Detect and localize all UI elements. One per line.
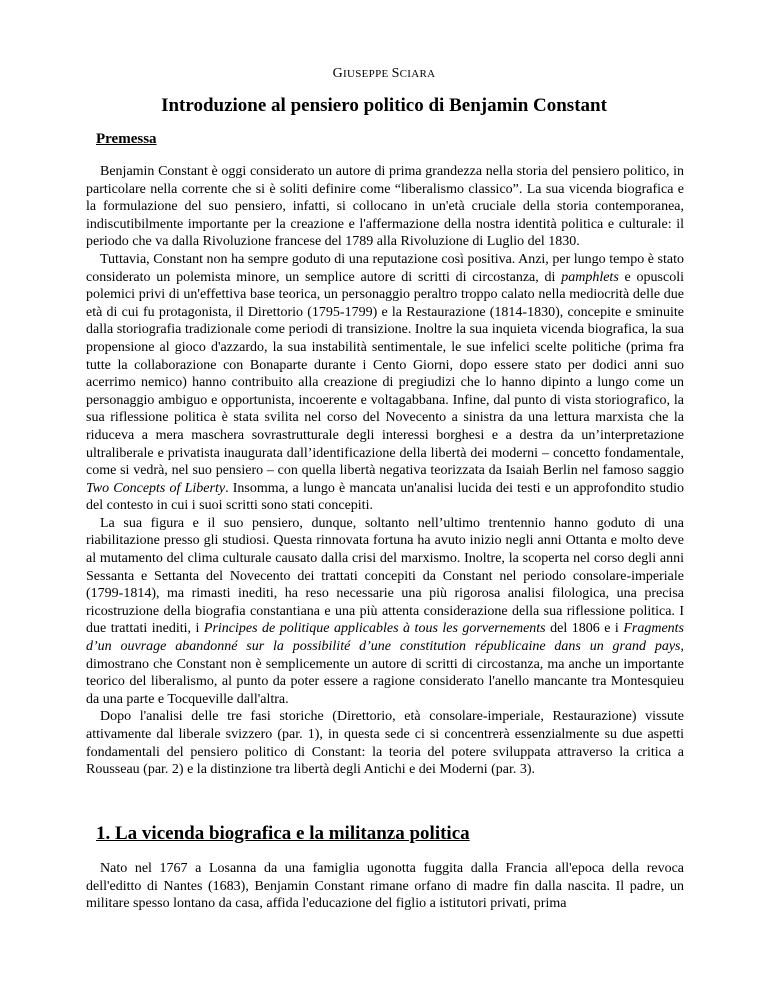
paragraph-text: e opuscoli polemici privi di un'effettiva base teorica, un personaggio peraltro troppo calato nella mediocrità delle due età di cui fu protagonista, il Direttorio (1795-1799) e la Restaurazione (1814-1830), concepite e sminuite dalla storiografia tradizionale come periodi di transizione. Inoltre la sua inquieta vicenda biografica, la sua propensione al gioco d'azzardo, la sua instabilità sentimentale, le sue infelici scelte politiche (prima fra tutte la collaborazione con Bonaparte durante i Cento Giorni, dopo essere stato per dodici anni suo acerrimo nemico) hanno contribuito alla creazione di pregiudizi che lo hanno dipinto a lungo come un personaggio ambiguo e opportunista, incoerente e voltagabbana. Infine, dal punto di vista storiografico, la sua riflessione politica è stata svilita nel corso del Novecento a sinistra da una lettura marxista che la riduceva a mera maschera sovrastrutturale degli interessi borghesi e a destra da un’interpretazione ultraliberale e privatista inaugurata dall’identificazione della libertà dei moderni – concetto fondamentale, come si vedrà, nel suo pensiero – con quella libertà negativa teorizzata da Isaiah Berlin nel famoso saggio (86, 269, 684, 479)
paragraph-text: Tuttavia, Constant non ha sempre goduto di una reputazione così positiva. Anzi, per lungo tempo è stato considerato un polemista minore, un semplice autore di scritti di circostanza, di (86, 251, 684, 285)
section-body-biografia (86, 860, 684, 913)
paragraph-text: Dopo l'analisi delle tre fasi storiche (Direttorio, età consolare-imperiale, Restaurazione) vissute attivamente dal liberale svizzero (par. 1), in questa sede ci si concentrerà essenzialmente su due aspetti fondamentali del pensiero politico di Constant: la teoria del potere sviluppata attraverso la critica a Rousseau (par. 2) e la distinzione tra libertà degli Antichi e dei Moderni (par. 3). (86, 709, 684, 778)
section-body-premessa (86, 163, 684, 779)
italic-title-text: pamphlets (561, 269, 619, 285)
paragraph-text: La sua figura e il suo pensiero, dunque, soltanto nell’ultimo trentennio hanno goduto di una riabilitazione presso gli studiosi. Questa rinnovata fortuna ha avuto inizio negli anni Ottanta e molto deve al mutamento del clima culturale causato dalla crisi del marxismo. Inoltre, la scoperta nel corso degli anni Sessanta e Settanta del Novecento dei trattati concepiti da Constant nel periodo consolare-imperiale (1799-1814), ma rimasti inediti, ha reso necessarie una più rigorosa analisi filologica, una precisa ricostruzione della biografia constantiana e una più attenta considerazione della sua riflessione politica. I due trattati inediti, i (86, 515, 684, 637)
author-rest-first: IUSEPPE (343, 68, 389, 80)
author-initial-first: G (332, 66, 344, 81)
paragraph (86, 251, 684, 515)
paragraph-text: . Insomma, a lungo è mancata un'analisi lucida dei testi e un approfondito studio del contesto in cui i suoi scritti sono stati concepiti. (86, 480, 684, 514)
paragraph-text: Benjamin Constant è oggi considerato un autore di prima grandezza nella storia del pensiero politico, in particolare nella corrente che si è soliti definire come “liberalismo classico”. La sua vicenda biografica e la formulazione del suo pensiero, infatti, si collocano in un'età cruciale della storia contemporanea, indiscutibilmente importante per la creazione e l'affermazione della nostra identità politica e culturale: il periodo che va dalla Rivoluzione francese del 1789 alla Rivoluzione di Luglio del 1830. (86, 164, 684, 250)
paragraph (86, 163, 684, 251)
paragraph-text: Nato nel 1767 a Losanna da una famiglia ugonotta fuggita dalla Francia all'epoca della revoca dell'editto di Nantes (1683), Benjamin Constant rimane orfano di madre fin dalla nascita. Il padre, un militare spesso lontano da casa, affida l'educazione del figlio a istitutori privati, prima (86, 861, 684, 912)
italic-title-text: Principes de politique applicables à tous les gorvernements (203, 621, 546, 637)
paragraph-text: del 1806 e i (545, 621, 624, 637)
paragraph-text: , dimostrano che Constant non è semplicemente un autore di scritti di circostanza, ma anche un importante teorico del liberalismo, al punto da poter essere a ragione considerato l'anello mancante tra Montesquieu da una parte e Tocqueville dall'altra. (86, 639, 684, 707)
italic-title-text: Fragments d’un ouvrage abandonné sur la possibilité d’une constitution républicaine dans un grand pays (86, 621, 684, 655)
italic-title-text: Two Concepts of Liberty (86, 480, 226, 496)
paragraph (86, 708, 684, 778)
paragraph (86, 515, 684, 709)
author-initial-last: S (391, 66, 400, 81)
author-name (0, 66, 768, 82)
paragraph (86, 860, 684, 913)
document-title: Introduzione al pensiero politico di Benjamin Constant (161, 95, 607, 116)
author-rest-last: CIARA (399, 68, 436, 80)
section-heading-premessa: Premessa (96, 131, 157, 147)
section-heading-biografia: 1. La vicenda biografica e la militanza politica (96, 823, 470, 844)
